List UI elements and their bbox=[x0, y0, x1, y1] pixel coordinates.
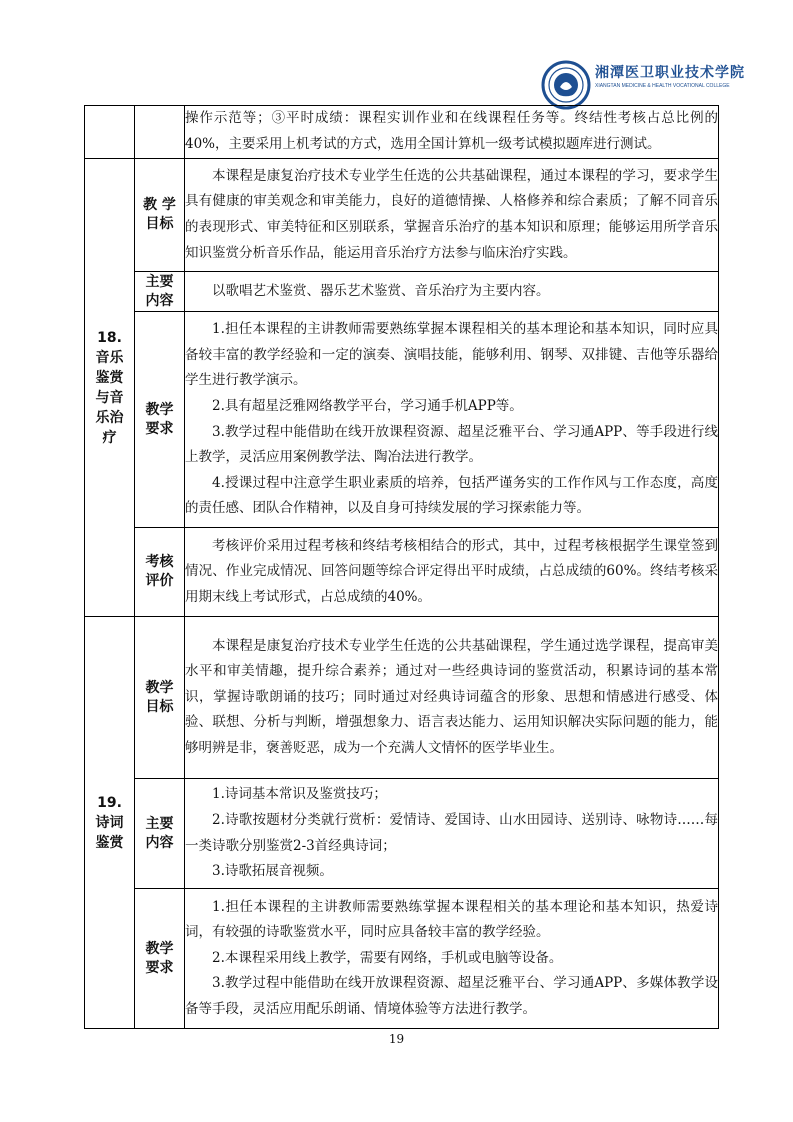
course18-goal-row bbox=[85, 159, 719, 272]
label-line: 内容 bbox=[145, 292, 174, 309]
course18-name-line: 音乐 bbox=[95, 349, 124, 366]
course18-eval-text: 考核评价采用过程考核和终结考核相结合的形式，其中，过程考核根据学生课堂签到情况、作业完成情况、回答问题等综合评定得出平时成绩，占总成绩的60%。终结考核采用期末线上考试形式，占总成绩的40%。 bbox=[185, 537, 718, 605]
course18-req-item: 1.担任本课程的主讲教师需要熟练掌握本课程相关的基本理论和基本知识，同时应具备较丰富的教学经验和一定的演奏、演唱技能，能够利用、钢琴、双排键、吉他等乐器给学生进行教学演示。 bbox=[185, 321, 718, 389]
course18-eval-label bbox=[135, 528, 185, 617]
course19-content-cell bbox=[185, 779, 719, 889]
course18-req-item: 4.授课过程中注意学生职业素质的培养，包括严谨务实的工作作风与工作态度，高度的责任感、团队合作精神，以及自身可持续发展的学习探索能力等。 bbox=[185, 474, 718, 517]
course18-evaluation-row bbox=[85, 528, 719, 617]
course18-req-item: 2.具有超星泛雅网络教学平台，学习通手机APP等。 bbox=[212, 397, 523, 414]
label-line: 目标 bbox=[145, 216, 174, 232]
course18-req-label bbox=[135, 312, 185, 528]
college-name-en: XIANGTAN MEDICINE & HEALTH VOCATIONAL COLLEGE bbox=[595, 83, 730, 89]
label-line: 内容 bbox=[145, 834, 174, 851]
college-name-cn: 湘潭医卫职业技术学院 bbox=[595, 65, 745, 81]
course18-req-cell bbox=[185, 312, 719, 528]
college-seal-icon bbox=[541, 60, 591, 110]
label-line: 教学 bbox=[145, 401, 174, 418]
course-table bbox=[84, 105, 719, 1029]
course18-name-cell bbox=[85, 159, 135, 617]
course18-name-line: 乐治 bbox=[95, 409, 124, 426]
course19-name-line: 鉴赏 bbox=[95, 834, 124, 851]
label-line: 主要 bbox=[145, 815, 174, 832]
continued-text: 操作示范等；③平时成绩：课程实训作业和在线课程任务等。终结性考核占总比例的40%，主要采用上机考试的方式，选用全国计算机一级考试模拟题库进行测试。 bbox=[185, 110, 718, 152]
course19-goal-text: 本课程是康复治疗技术专业学生任选的公共基础课程，学生通过选学课程，提高审美水平和审美情趣，提升综合素养；通过对一些经典诗词的鉴赏活动，积累诗词的基本常识，掌握诗歌朗诵的技巧；同时通过对经典诗词蕴含的形象、思想和情感进行感受、体验、联想、分析与判断，增强想象力、语言表达能力、运用知识解决实际问题的能力，能够明辨是非，褒善贬恶，成为一个充满人文情怀的医学毕业生。 bbox=[185, 637, 718, 756]
course18-content-text: 以歌唱艺术鉴赏、器乐艺术鉴赏、音乐治疗为主要内容。 bbox=[212, 282, 550, 299]
empty-label-cell bbox=[135, 106, 185, 159]
course18-name-line: 与音 bbox=[95, 389, 124, 406]
course19-content-item: 3.诗歌拓展音视频。 bbox=[212, 863, 333, 880]
label-line: 目标 bbox=[145, 698, 174, 715]
course18-goal-text: 本课程是康复治疗技术专业学生任选的公共基础课程，通过本课程的学习，要求学生具有健康的审美观念和审美能力，良好的道德情操、人格修养和综合素质；了解不同音乐的表现形式、审美特征和区别联系，掌握音乐治疗的基本知识和原理；能够运用所学音乐知识鉴赏分析音乐作品，能运用音乐治疗方法参与临床治疗实践。 bbox=[185, 167, 718, 261]
course18-content-label bbox=[135, 272, 185, 312]
label-line: 教学 bbox=[145, 940, 174, 957]
continued-row bbox=[85, 106, 719, 159]
course19-req-item: 3.教学过程中能借助在线开放课程资源、超星泛雅平台、学习通APP、多媒体教学设备等手段，灵活应用配乐朗诵、情境体验等方法进行教学。 bbox=[185, 975, 718, 1017]
empty-course-cell bbox=[85, 106, 135, 159]
label-line: 考核 bbox=[145, 554, 174, 570]
label-line: 要求 bbox=[145, 959, 174, 976]
page-number: 19 bbox=[388, 1032, 405, 1046]
label-line: 主要 bbox=[145, 273, 174, 290]
course19-content-item: 1.诗词基本常识及鉴赏技巧； bbox=[212, 786, 387, 803]
course18-content-cell bbox=[185, 272, 719, 312]
course18-goal-cell bbox=[185, 159, 719, 272]
course19-number: 19. bbox=[97, 794, 122, 811]
label-line: 教学 bbox=[145, 679, 174, 696]
course19-name-cell bbox=[85, 617, 135, 1029]
course18-eval-cell bbox=[185, 528, 719, 617]
course19-req-label bbox=[135, 889, 185, 1029]
course19-goal-label bbox=[135, 617, 185, 779]
course19-goal-row bbox=[85, 617, 719, 779]
course18-requirement-row bbox=[85, 312, 719, 528]
course19-requirement-row bbox=[85, 889, 719, 1029]
label-line: 教 学 bbox=[143, 197, 176, 213]
course19-req-item: 2.本课程采用线上教学，需要有网络，手机或电脑等设备。 bbox=[212, 949, 563, 966]
course18-goal-label bbox=[135, 159, 185, 272]
course19-name-line: 诗词 bbox=[95, 814, 124, 831]
course18-number: 18. bbox=[97, 329, 122, 346]
course19-goal-cell bbox=[185, 617, 719, 779]
continued-text-cell bbox=[185, 106, 719, 159]
course18-name-line: 鉴赏 bbox=[95, 369, 124, 386]
label-line: 要求 bbox=[145, 420, 174, 437]
course19-content-item: 2.诗歌按题材分类就行赏析：爱情诗、爱国诗、山水田园诗、送别诗、咏物诗……每一类诗歌分别鉴赏2-3首经典诗词； bbox=[185, 811, 718, 854]
course18-name-line: 疗 bbox=[102, 429, 117, 446]
course19-req-item: 1.担任本课程的主讲教师需要熟练掌握本课程相关的基本理论和基本知识，热爱诗词，有较强的诗歌鉴赏水平，同时应具备较丰富的教学经验。 bbox=[185, 898, 718, 941]
course19-content-row bbox=[85, 779, 719, 889]
course18-content-row bbox=[85, 272, 719, 312]
course19-content-label bbox=[135, 779, 185, 889]
course19-req-cell bbox=[185, 889, 719, 1029]
label-line: 评价 bbox=[145, 573, 174, 589]
course18-req-item: 3.教学过程中能借助在线开放课程资源、超星泛雅平台、学习通APP、等手段进行线上教学，灵活应用案例教学法、陶冶法进行教学。 bbox=[185, 423, 718, 466]
